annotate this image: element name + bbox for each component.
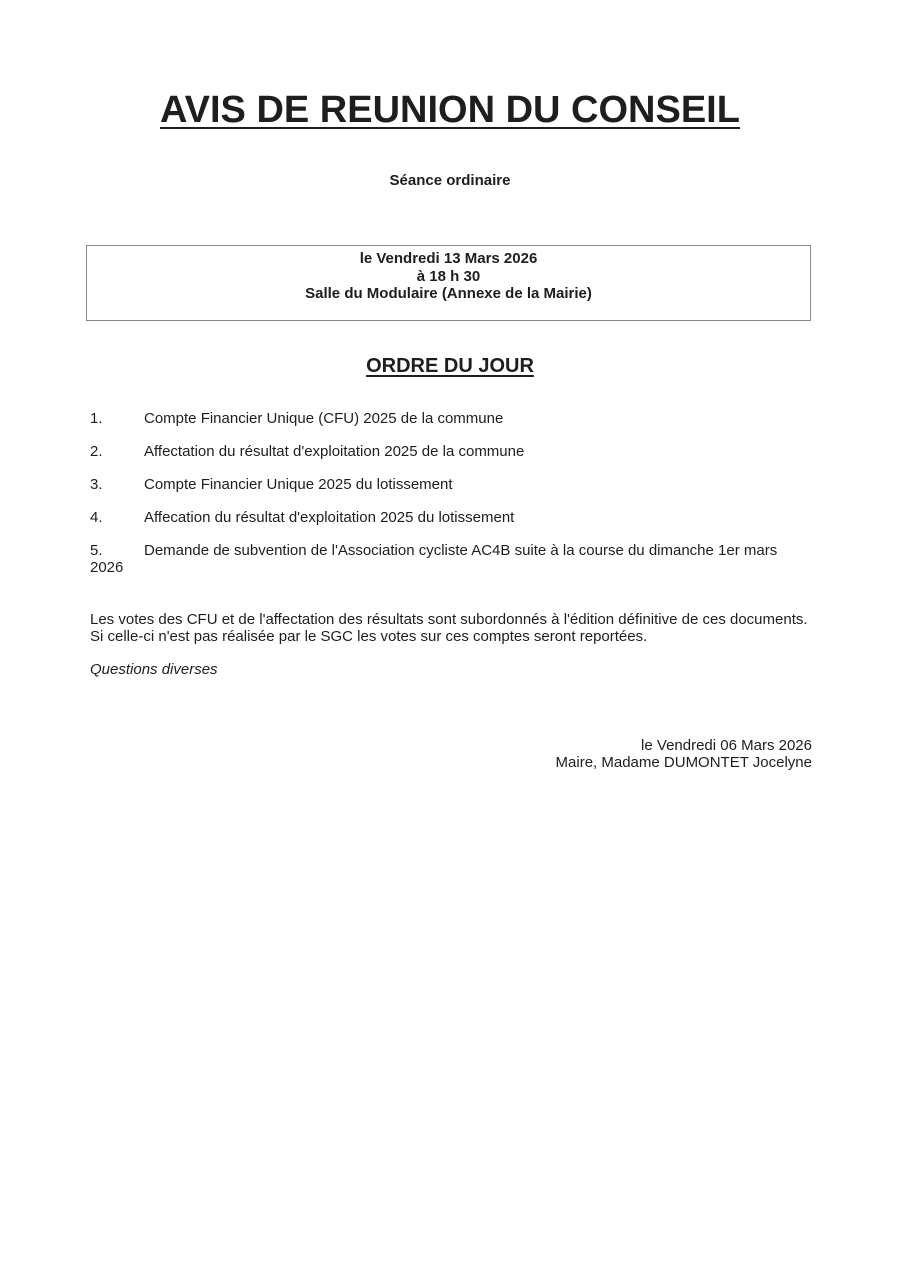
voting-notes bbox=[90, 611, 820, 645]
meeting-location: Salle du Modulaire (Annexe de la Mairie) bbox=[305, 285, 592, 302]
other-matters: Questions diverses bbox=[90, 661, 218, 678]
meeting-details-box bbox=[86, 245, 811, 321]
agenda-item-number: 2. bbox=[90, 443, 103, 460]
agenda-item-text: Affecation du résultat d'exploitation 2025 du lotissement bbox=[144, 509, 515, 526]
signature-date: le Vendredi 06 Mars 2026 bbox=[641, 737, 812, 754]
agenda-item bbox=[90, 509, 812, 526]
agenda-item-number: 4. bbox=[90, 509, 103, 526]
agenda-item-text: Demande de subvention de l'Association cycliste AC4B suite à la course du dimanche 1er mars 2026 bbox=[90, 542, 778, 576]
agenda-item-text: Compte Financier Unique 2025 du lotissement bbox=[144, 476, 453, 493]
agenda-item-number: 3. bbox=[90, 476, 103, 493]
session-type: Séance ordinaire bbox=[389, 172, 511, 189]
agenda-item bbox=[90, 410, 812, 427]
agenda-item bbox=[90, 542, 812, 576]
note-line: Si celle-ci n'est pas réalisée par le SGC les votes sur ces comptes seront reportées. bbox=[90, 628, 648, 645]
agenda-item-number: 1. bbox=[90, 410, 103, 427]
agenda-list bbox=[90, 410, 812, 592]
signatory-name: Maire, Madame DUMONTET Jocelyne bbox=[555, 754, 812, 771]
agenda-heading: ORDRE DU JOUR bbox=[366, 355, 534, 377]
document-title: AVIS DE REUNION DU CONSEIL bbox=[160, 89, 740, 131]
meeting-time: à 18 h 30 bbox=[416, 267, 481, 285]
signature-block bbox=[556, 737, 812, 771]
note-line: Les votes des CFU et de l'affectation des résultats sont subordonnés à l'édition définitive de ces documents. bbox=[90, 611, 808, 628]
meeting-date: le Vendredi 13 Mars 2026 bbox=[359, 250, 538, 267]
agenda-item bbox=[90, 476, 812, 493]
agenda-item-text: Compte Financier Unique (CFU) 2025 de la commune bbox=[144, 410, 504, 427]
agenda-item bbox=[90, 443, 812, 460]
agenda-item-number: 5. bbox=[90, 542, 103, 559]
agenda-item-text: Affectation du résultat d'exploitation 2025 de la commune bbox=[144, 443, 525, 460]
